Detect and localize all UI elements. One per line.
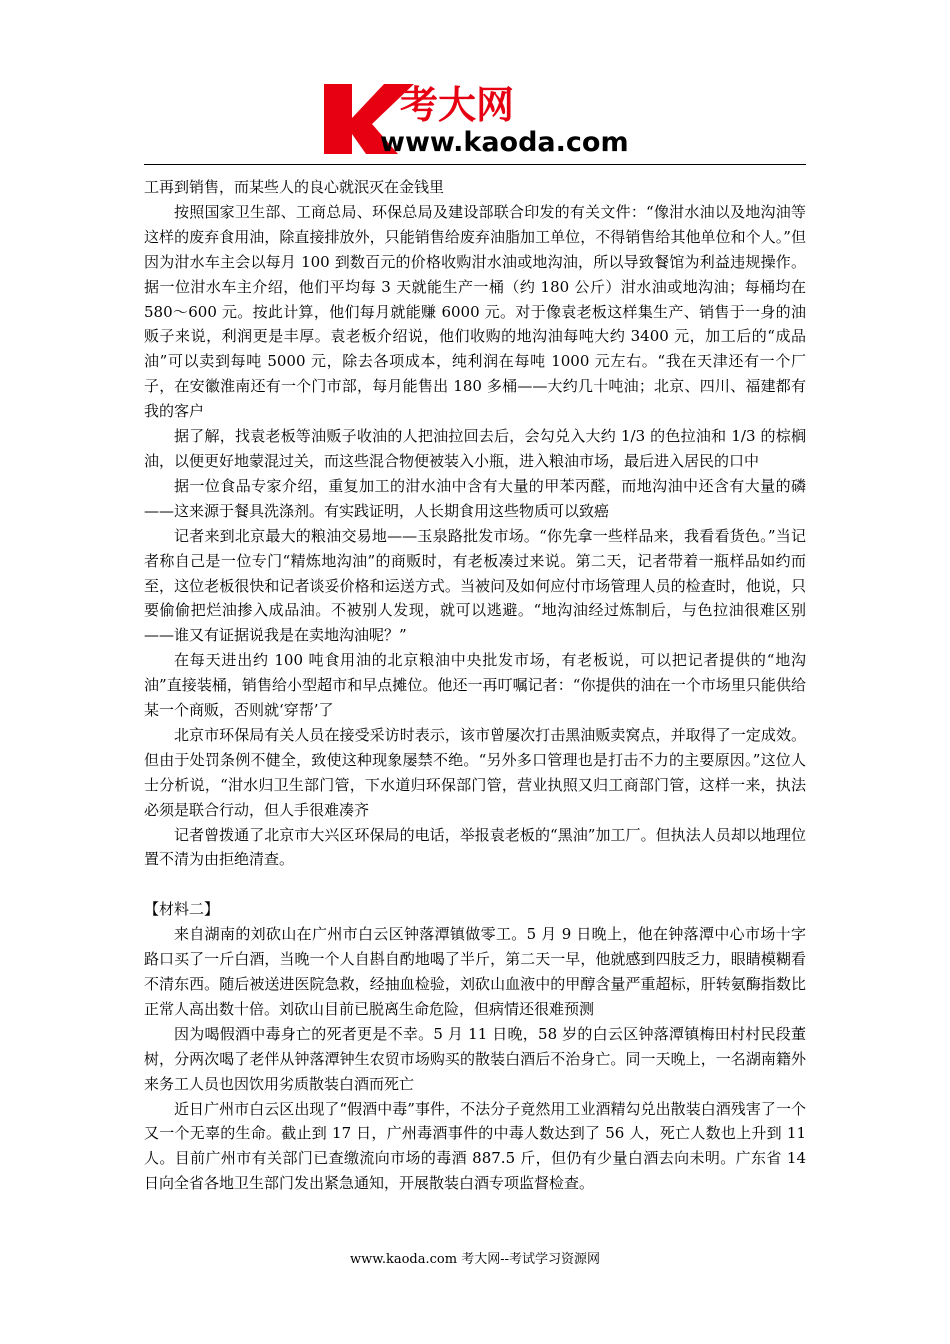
paragraph: 来自湖南的刘砍山在广州市白云区钟落潭镇做零工。5 月 9 日晚上，他在钟落潭中心市场十字路口买了一斤白酒，当晚一个人自斟自酌地喝了半斤，第二天一早，他就感到四肢乏力，眼睛模糊看不清东西。随后被送进医院急救，经抽血检验，刘砍山血液中的甲醇含量严重超标，肝转氨酶指数比正常人高出数十倍。刘砍山目前已脱离生命危险，但病情还很难预测: [144, 925, 806, 1018]
kaoda-logo: [318, 78, 638, 158]
page-footer: www.kaoda.com 考大网--考试学习资源网: [350, 1252, 600, 1267]
paragraph: 记者来到北京最大的粮油交易地——玉泉路批发市场。“你先拿一些样品来，我看看货色。”当记者称自己是一位专门“精炼地沟油”的商贩时，有老板凑过来说。第二天，记者带着一瓶样品如约而至，这位老板很快和记者谈妥价格和运送方式。当被问及如何应付市场管理人员的检查时，他说，只要偷偷把烂油掺入成品油。不被别人发现，就可以逃避。“地沟油经过炼制后，与色拉油很难区别——谁又有证据说我是在卖地沟油呢？”: [144, 526, 806, 645]
paragraph: 据了解，找袁老板等油贩子收油的人把油拉回去后，会勾兑入大约 1/3 的色拉油和 1/3 的棕榈油，以便更好地蒙混过关，而这些混合物便被装入小瓶，进入粮油市场，最后进入居民的口中: [144, 427, 806, 470]
section-heading: 【材料二】: [144, 900, 220, 919]
paragraph: 按照国家卫生部、工商总局、环保总局及建设部联合印发的有关文件：“像泔水油以及地沟油等这样的废弃食用油，除直接排放外，只能销售给废弃油脂加工单位，不得销售给其他单位和个人。”但因为泔水车主会以每月 100 到数百元的价格收购泔水油或地沟油，所以导致餐馆为利益违规操作。据一位泔水车主介绍，他们平均每 3 天就能生产一桶（约 180 公斤）泔水油或地沟油；每桶均在 580～600 元。按此计算，他们每月就能赚 6000 元。对于像袁老板这样集生产、销售于一身的油贩子来说，利润更是丰厚。袁老板介绍说，他们收购的地沟油每吨大约 3400 元，加工后的“成品油”可以卖到每吨 5000 元，除去各项成本，纯利润在每吨 1000 元左右。“我在天津还有一个厂子，在安徽淮南还有一个门市部，每月能售出 180 多桶——大约几十吨油；北京、四川、福建都有我的客户: [144, 202, 806, 421]
article-body: [144, 175, 806, 1196]
kaoda-logo-graphic: [318, 78, 638, 158]
paragraph: 在每天进出约 100 吨食用油的北京粮油中央批发市场，有老板说，可以把记者提供的“地沟油”直接装桶，销售给小型超市和早点摊位。他还一再叮嘱记者：“你提供的油在一个市场里只能供给某一个商贩，否则就‘穿帮’了: [144, 651, 806, 720]
logo-url: www.kaoda.com: [380, 127, 629, 158]
logo-brand-cn: 考大网: [400, 83, 515, 127]
paragraph: 北京市环保局有关人员在接受采访时表示，该市曾屡次打击黑油贩卖窝点，并取得了一定成效。但由于处罚条例不健全，致使这种现象屡禁不绝。“另外多口管理也是打击不力的主要原因。”这位人士分析说，“泔水归卫生部门管，下水道归环保部门管，营业执照又归工商部门管，这样一来，执法必须是联合行动，但人手很难凑齐: [144, 725, 806, 819]
paragraph: 记者曾拨通了北京市大兴区环保局的电话，举报袁老板的“黑油”加工厂。但执法人员却以地理位置不清为由拒绝清查。: [144, 825, 806, 869]
spacer: [144, 872, 806, 897]
paragraph: 近日广州市白云区出现了“假酒中毒”事件，不法分子竟然用工业酒精勾兑出散装白酒残害了一个又一个无辜的生命。截止到 17 日，广州毒酒事件的中毒人数达到了 56 人，死亡人数也上升到 11 人。目前广州市有关部门已查缴流向市场的毒酒 887.5 斤，但仍有少量白酒去向未明。广东省 14 日向全省各地卫生部门发出紧急通知，开展散装白酒专项监督检查。: [144, 1099, 806, 1193]
paragraph: 据一位食品专家介绍，重复加工的泔水油中含有大量的甲苯丙醛，而地沟油中还含有大量的磷——这来源于餐具洗涤剂。有实践证明，人长期食用这些物质可以致癌: [144, 476, 806, 520]
header-divider: [144, 164, 806, 165]
paragraph: 因为喝假酒中毒身亡的死者更是不幸。5 月 11 日晚，58 岁的白云区钟落潭镇梅田村村民段董树，分两次喝了老伴从钟落潭钟生农贸市场购买的散装白酒后不治身亡。同一天晚上，一名湖南籍外来务工人员也因饮用劣质散装白酒而死亡: [144, 1024, 806, 1093]
paragraph: 工再到销售，而某些人的良心就泯灭在金钱里: [144, 178, 445, 196]
